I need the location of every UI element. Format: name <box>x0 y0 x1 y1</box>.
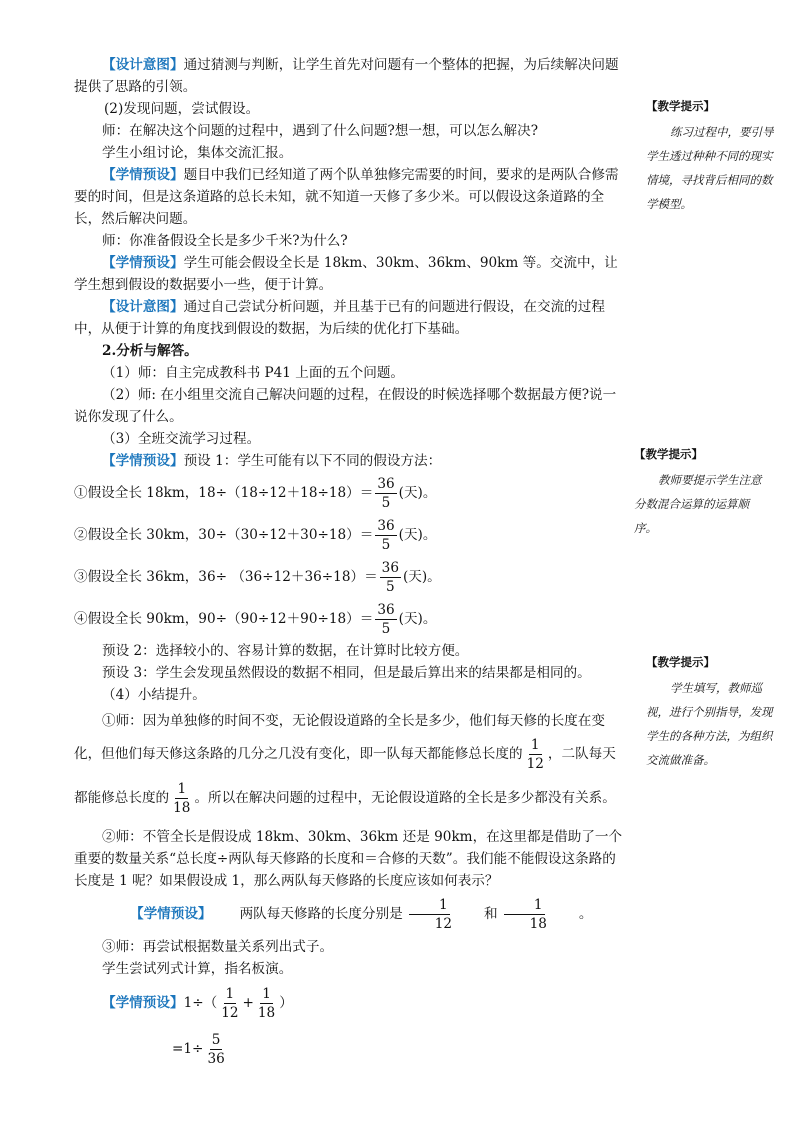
preset-line: 【学情预设】 两队每天修路的长度分别是 $\frac{1}{12}$ 和 $\frac{1}{18}$ 。 <box>74 892 626 936</box>
paragraph: ②师：不管全长是假设成 18km、30km、36km 还是 90km，在这里都是借助了一个重要的数量关系“总长度÷两队每天修路的长度和＝合修的天数”。我们能不能假设这条路的长度是 1 呢？如果假设成 1，那么两队每天修路的长度应该如何表示？ <box>74 829 623 889</box>
fraction: $\frac{1}{18}$ <box>500 896 549 933</box>
fraction: $\frac{36}{5}$ <box>377 601 395 637</box>
fraction: $\frac{1}{18}$ <box>173 780 191 816</box>
paragraph: 【学情预设】学生可能会假设全长是 18km、30km、36km、90km 等。交流中，让学生想到假设的数据要小一些，便于计算。 <box>74 255 618 293</box>
paragraph: 学生小组讨论，集体交流汇报。 <box>102 145 293 161</box>
paragraph: 【设计意图】通过猜测与判断，让学生首先对问题有一个整体的把握，为后续解决问题提供了思路的引领。 <box>74 57 619 95</box>
student-preset-tag: 【学情预设】 <box>102 167 184 183</box>
tip-title: 【教学提示】 <box>646 655 715 669</box>
paragraph: 师：你准备假设全长是多少千米?为什么? <box>102 233 348 249</box>
fraction: $\frac{1}{12}$ <box>405 896 454 933</box>
text-line-with-fraction: 化，但他们每天修这条路的几分之几没有变化，即一队每天都能修总长度的 $\frac{1}{12}$ ，二队每天 <box>74 736 616 772</box>
formula-line: =1÷ $\frac{5}{36}$ <box>172 1031 225 1067</box>
paragraph: ③师：再尝试根据数量关系列出式子。 <box>102 939 334 955</box>
teaching-tip-box <box>634 444 764 540</box>
paragraph: 学生尝试列式计算，指名板演。 <box>102 961 293 977</box>
design-intent-tag: 【设计意图】 <box>102 299 184 315</box>
tip-title: 【教学提示】 <box>634 447 703 461</box>
fraction: $\frac{36}{5}$ <box>377 475 395 511</box>
student-preset-tag: 【学情预设】 <box>102 995 184 1011</box>
student-preset-tag: 【学情预设】 <box>130 906 212 922</box>
teaching-tip-box <box>646 96 776 216</box>
tip-text: 学生填写，教师巡视，进行个别指导，发现学生的各种方法，为组织交流做准备。 <box>646 681 773 767</box>
formula-line: ③假设全长 36km，36÷ （36÷12＋36÷18）＝ $\frac{36}{5}$ (天)。 <box>74 559 441 595</box>
paragraph: 师：在解决这个问题的过程中，遇到了什么问题?想一想，可以怎么解决? <box>102 123 538 139</box>
fraction: $\frac{1}{12}$ <box>526 736 544 772</box>
paragraph: 【学情预设】预设 1：学生可能有以下不同的假设方法： <box>102 453 442 469</box>
tip-text: 练习过程中，要引导学生透过种种不同的现实情境，寻找背后相同的数学模型。 <box>646 125 774 211</box>
paragraph: （3）全班交流学习过程。 <box>102 431 261 447</box>
formula-line: ④假设全长 90km，90÷（90÷12＋90÷18）＝ $\frac{36}{5}$ (天)。 <box>74 601 437 637</box>
design-intent-tag: 【设计意图】 <box>102 57 184 73</box>
fraction: $\frac{36}{5}$ <box>381 559 399 595</box>
preset-line: 【学情预设】 1÷（ $\frac{1}{12}$ + $\frac{1}{18}$ ） <box>102 985 293 1021</box>
teaching-tip-box <box>646 652 776 772</box>
paragraph: 【设计意图】通过自己尝试分析问题，并且基于已有的问题进行假设，在交流的过程中，从便于计算的角度找到假设的数据，为后续的优化打下基础。 <box>74 299 605 337</box>
lesson-body <box>74 54 626 1072</box>
paragraph: ①师：因为单独修的时间不变，无论假设道路的全长是多少，他们每天修的长度在变 <box>102 713 605 729</box>
paragraph: 预设 2：选择较小的、容易计算的数据，在计算时比较方便。 <box>102 643 469 659</box>
tip-title: 【教学提示】 <box>646 99 715 113</box>
paragraph: (2)发现问题，尝试假设。 <box>104 101 260 117</box>
tip-text: 教师要提示学生注意分数混合运算的运算顺序。 <box>634 473 762 535</box>
formula-line: ①假设全长 18km，18÷（18÷12＋18÷18）＝ $\frac{36}{5}$ (天)。 <box>74 475 437 511</box>
paragraph: （2）师: 在小组里交流自己解决问题的过程，在假设的时候选择哪个数据最方便?说一说你发现了什么。 <box>74 387 617 425</box>
student-preset-tag: 【学情预设】 <box>102 453 184 469</box>
formula-line: ②假设全长 30km，30÷（30÷12＋30÷18）＝ $\frac{36}{5}$ (天)。 <box>74 517 437 553</box>
paragraph: 【学情预设】题目中我们已经知道了两个队单独修完需要的时间，要求的是两队合修需要的时间，但是这条道路的总长未知，就不知道一天修了多少米。可以假设这条道路的全长，然后解决问题。 <box>74 167 619 227</box>
paragraph: （1）师：自主完成教科书 P41 上面的五个问题。 <box>102 365 405 381</box>
paragraph: 预设 3：学生会发现虽然假设的数据不相同，但是最后算出来的结果都是相同的。 <box>102 665 591 681</box>
fraction: $\frac{1}{12}$ <box>221 985 239 1021</box>
fraction: $\frac{5}{36}$ <box>207 1031 225 1067</box>
section-heading: 2.分析与解答。 <box>102 343 198 359</box>
text-line-with-fraction: 都能修总长度的 $\frac{1}{18}$ 。所以在解决问题的过程中，无论假设道路的全长是多少都没有关系。 <box>74 780 616 816</box>
paragraph: （4）小结提升。 <box>102 687 206 703</box>
student-preset-tag: 【学情预设】 <box>102 255 184 271</box>
fraction: $\frac{1}{18}$ <box>257 985 276 1021</box>
fraction: $\frac{36}{5}$ <box>377 517 395 553</box>
